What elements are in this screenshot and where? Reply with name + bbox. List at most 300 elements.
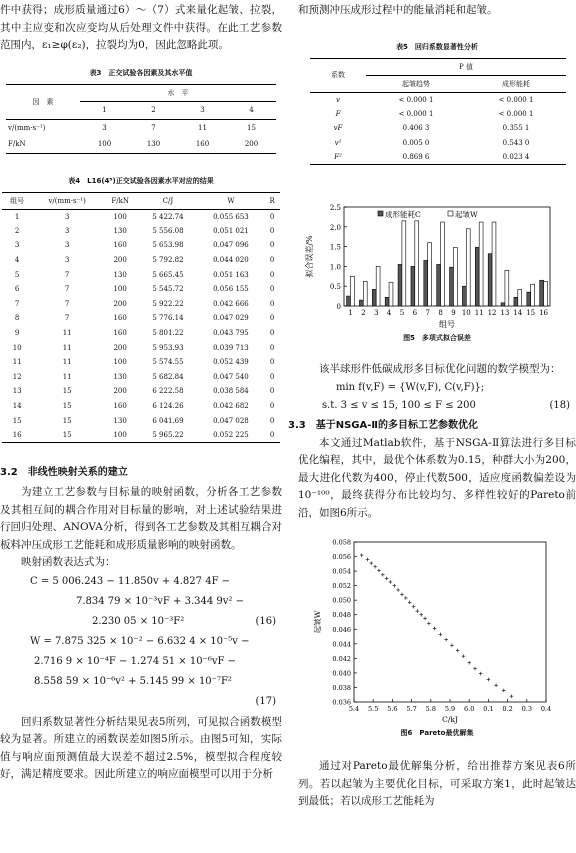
table4-cell: 7 — [64, 299, 70, 308]
table5-cell: 0.406 3 — [402, 124, 430, 133]
y-tick-label: 1.5 — [329, 243, 341, 252]
table3-level: 1 — [102, 106, 107, 114]
pareto-point — [381, 573, 385, 577]
bar-wrinkle — [402, 221, 406, 306]
y-axis-label: 起皱W — [313, 610, 322, 634]
pareto-point — [423, 617, 427, 621]
table4-cell: 11 — [62, 329, 72, 338]
bar-energy — [385, 297, 389, 306]
y-tick-label: 0.056 — [332, 553, 351, 562]
table5-p-header: P 值 — [366, 58, 566, 75]
table4-cell: 5 545.72 — [152, 285, 184, 294]
table4-cell: 5 422.74 — [152, 212, 184, 221]
table5-col-header: 成形能耗 — [502, 79, 530, 88]
table3-factor-header: 因 素 — [32, 97, 54, 106]
table4-cell: 160 — [113, 314, 127, 323]
table3-cell: v/(mm·s⁻¹) — [8, 123, 46, 132]
table4-cell: 0 — [269, 241, 275, 250]
x-tick-label: 0.1 — [483, 705, 494, 713]
table4-caption: 表4 L16(4⁵)正交试验各因素水平对应的结果 — [68, 176, 214, 185]
x-tick-label: 2 — [361, 309, 366, 317]
bar-energy — [398, 264, 402, 306]
bar-wrinkle — [350, 276, 354, 306]
figure6-scatter-chart — [298, 536, 576, 726]
table4-cell: 13 — [12, 387, 22, 396]
table4-row — [2, 253, 280, 268]
equation-line: 8.558 59 × 10⁻⁶v² + 5.145 99 × 10⁻⁷F² — [34, 675, 232, 687]
y-tick-label: 0 — [336, 303, 341, 311]
paragraph: 为建立工艺参数与目标量的映射函数，分析各工艺参数及其相互间的耦合作用对目标量的影响，对上述试验结果进行回归处理、ANOVA分析，得到各工艺参数及其相互耦合对板料冲压成形工艺能耗和成形质量影响的映射函数。 — [0, 486, 282, 551]
x-tick-label: 4 — [386, 309, 392, 317]
table4-cell: 3 — [64, 226, 70, 235]
table4-cell: 100 — [113, 430, 127, 439]
table4-row — [2, 224, 280, 239]
x-tick-label: 5.4 — [348, 705, 360, 713]
x-tick-label: 12 — [487, 309, 497, 317]
table5-col-header: 起皱趋势 — [402, 79, 430, 88]
table3-level: 3 — [200, 106, 205, 114]
table4-cell: 0.051 163 — [213, 270, 249, 279]
y-tick-label: 2.5 — [329, 204, 341, 212]
table4-cell: 0 — [269, 343, 275, 352]
table4-row — [2, 370, 280, 385]
x-tick-label: 0.4 — [540, 705, 552, 713]
bar-wrinkle — [466, 229, 470, 306]
x-tick-label: 5 — [399, 309, 405, 317]
table4-cell: 0.052 439 — [213, 358, 249, 367]
paragraph: 通过对Pareto最优解集分析，给出推荐方案见表6所列。若以起皱为主要优化目标，可采取方案1，此时起皱达到最低；若以成形工艺能耗为 — [298, 760, 576, 807]
pareto-point — [393, 584, 397, 588]
table4-cell: 6 222.58 — [152, 387, 184, 396]
equation-line: 2.230 05 × 10⁻³F² — [92, 615, 185, 627]
pareto-point — [366, 558, 370, 562]
table4-cell: 0.043 795 — [213, 329, 249, 338]
table4-cell: 15 — [12, 416, 22, 425]
x-tick-label: 5.7 — [406, 705, 417, 713]
table4-cell: 130 — [113, 372, 127, 381]
table4-cell: 4 — [14, 256, 20, 265]
x-tick-label: 7 — [425, 309, 430, 317]
left-column — [0, 0, 282, 784]
table4-cell: 0 — [269, 212, 275, 221]
bar-wrinkle — [363, 281, 367, 306]
y-tick-label: 1.0 — [329, 263, 341, 272]
table3-cell: 130 — [146, 140, 161, 149]
y-tick-label: 0.048 — [332, 611, 351, 620]
pareto-point — [408, 601, 412, 605]
table4-cell: 3 — [64, 256, 70, 265]
table4-cell: 0.039 713 — [213, 343, 249, 352]
bar-wrinkle — [531, 284, 535, 306]
table5-cell: < 0.000 1 — [498, 109, 534, 118]
table3-cell: 7 — [151, 123, 156, 132]
x-tick-label: 6.0 — [464, 705, 475, 713]
figure5-bar-chart — [298, 193, 576, 331]
table4-cell: 0.047 540 — [213, 372, 249, 381]
table4-cell: 15 — [62, 416, 72, 425]
pareto-point — [487, 678, 491, 682]
x-tick-label: 11 — [474, 309, 484, 317]
table4-cell: 160 — [113, 329, 127, 338]
table4-cell: 0 — [269, 285, 275, 294]
table4-cell: 3 — [64, 212, 70, 221]
bar-wrinkle — [492, 222, 496, 306]
table4-cell: 10 — [12, 343, 22, 352]
paragraph: 该半球形件低碳成形多目标优化问题的数学模型为： — [319, 363, 561, 375]
table3-cell: 11 — [198, 123, 207, 132]
table4-cell: 0 — [269, 270, 275, 279]
pareto-point — [419, 613, 423, 617]
table4-cell: 0.038 584 — [213, 387, 249, 396]
table4-cell: 5 574.55 — [152, 358, 184, 367]
table5-cell: vF — [333, 124, 343, 133]
y-tick-label: 0.058 — [332, 538, 351, 547]
table4-cell: 200 — [113, 256, 127, 265]
table4-cell: 11 — [62, 372, 72, 381]
table4-row — [2, 399, 280, 414]
table4-cell: 0 — [269, 226, 275, 235]
bar-energy — [540, 280, 544, 306]
table4-row — [2, 413, 280, 428]
y-tick-label: 0.050 — [332, 596, 351, 605]
bar-energy — [488, 254, 492, 306]
pareto-point — [369, 561, 373, 565]
table4-cell: 6 124.26 — [152, 402, 184, 411]
table4-cell: 15 — [62, 430, 72, 439]
table3-cell: 200 — [244, 140, 259, 149]
table5-cell: 0.869 6 — [402, 153, 430, 161]
table4-cell: 5 776.14 — [152, 314, 184, 323]
table4-row — [2, 267, 280, 282]
table4-cell: 0 — [269, 256, 275, 265]
bar-wrinkle — [544, 281, 548, 306]
table4-cell: 130 — [113, 416, 127, 425]
pareto-point — [467, 661, 471, 665]
bar-energy — [424, 260, 428, 306]
x-tick-label: 8 — [438, 309, 443, 317]
bar-energy — [527, 292, 531, 306]
x-tick-label: 5.5 — [368, 705, 379, 713]
bar-energy — [437, 264, 441, 306]
paragraph: 和预测冲压成形过程中的能量消耗和起皱。 — [298, 4, 498, 16]
table4-row — [2, 428, 280, 443]
pareto-point — [510, 694, 514, 698]
y-tick-label: 0.052 — [332, 582, 351, 591]
table4-cell: 0.056 155 — [213, 285, 249, 294]
table3-cell: 15 — [247, 123, 256, 132]
table4-cell: 5 653.98 — [152, 241, 184, 250]
table4-cell: 0.051 021 — [213, 226, 249, 235]
table4-cell: 0 — [269, 402, 275, 411]
table4-cell: 5 — [14, 270, 20, 279]
table4-cell: 130 — [113, 270, 127, 279]
bar-wrinkle — [376, 266, 380, 306]
pareto-point — [456, 649, 460, 653]
table4-cell: 0 — [269, 430, 275, 439]
equation-number: (16) — [255, 615, 276, 627]
table5-cell: v² — [334, 138, 342, 147]
section-heading-3-2: 3.2 非线性映射关系的建立 — [0, 467, 128, 478]
table4-cell: 11 — [62, 343, 72, 352]
table4-cell: 200 — [113, 299, 127, 308]
table4-cell: 0.042 682 — [213, 402, 249, 411]
table4-cell: 200 — [113, 387, 127, 396]
table4-cell: 0.047 028 — [213, 416, 249, 425]
table5-cell: F — [335, 109, 341, 118]
bar-energy — [501, 303, 505, 306]
equation-17 — [0, 632, 282, 712]
bar-wrinkle — [415, 221, 419, 306]
table4-cell: 6 041.69 — [152, 416, 184, 425]
table4-cell: 9 — [14, 329, 20, 338]
table5-caption: 表5 回归系数显著性分析 — [396, 42, 478, 51]
table4-row — [2, 355, 280, 370]
table4-cell: 15 — [62, 387, 72, 396]
pareto-point — [473, 667, 477, 671]
table3-level: 2 — [151, 106, 156, 114]
equation-line: W = 7.875 325 × 10⁻² − 6.632 4 × 10⁻⁵v − — [30, 635, 250, 647]
pareto-point — [404, 596, 408, 600]
table3 — [6, 84, 276, 154]
table4-row — [2, 384, 280, 399]
table4-cell: 130 — [113, 226, 127, 235]
x-tick-label: 5.9 — [444, 705, 456, 713]
table3-cell: 160 — [195, 140, 210, 149]
table4-cell: 5 965.22 — [152, 430, 184, 439]
x-tick-label: 16 — [539, 309, 549, 317]
bar-wrinkle — [441, 222, 445, 306]
paragraph: 件中获得；成形质量通过6）～（7）式来量化起皱、拉裂，其中主应变和次应变均从后处理文件中获得。在此工艺参数范围内，ε₁≥φ(ε₂)，拉裂均为0，因此忽略此项。 — [0, 4, 282, 51]
table4-header: 组号 — [10, 196, 25, 205]
x-tick-label: 5.6 — [387, 705, 398, 713]
equation-16 — [0, 572, 282, 632]
table4-row — [2, 340, 280, 355]
pareto-point — [389, 580, 393, 584]
x-tick-label: 5.8 — [425, 705, 436, 713]
y-tick-label: 0.036 — [332, 698, 351, 707]
pareto-point — [433, 627, 437, 631]
x-tick-label: 13 — [500, 309, 510, 317]
table5-row — [310, 107, 566, 122]
bar-energy — [462, 286, 466, 306]
table4-cell: 0.044 020 — [213, 256, 249, 265]
bar-energy — [372, 289, 376, 306]
table4-cell: 100 — [113, 358, 127, 367]
figure5-caption: 图5 多项式拟合误差 — [403, 334, 471, 342]
table4-row — [2, 209, 280, 224]
table4-header: F/kN — [111, 196, 129, 205]
table4-cell: 16 — [12, 430, 22, 439]
table5-cell: F² — [334, 153, 342, 161]
legend-swatch — [448, 211, 453, 216]
table4-header: v/(mm·s⁻¹) — [48, 196, 86, 205]
table4-cell: 5 922.22 — [152, 299, 184, 308]
y-tick-label: 0.5 — [329, 283, 341, 292]
table4-cell: 5 682.84 — [152, 372, 184, 381]
table5-cell: v — [336, 95, 340, 104]
legend-label: 成形能耗C — [385, 210, 421, 219]
bar-wrinkle — [505, 270, 509, 306]
table3-cell: 100 — [97, 140, 112, 149]
table4-cell: 7 — [64, 270, 70, 279]
table5-cell: 0.355 1 — [502, 124, 530, 133]
bar-energy — [475, 247, 479, 306]
table4-cell: 0 — [269, 329, 275, 338]
table4-cell: 5 665.45 — [152, 270, 184, 279]
pareto-point — [494, 683, 498, 687]
table4-cell: 160 — [113, 402, 127, 411]
pareto-point — [416, 609, 420, 613]
table4-row — [2, 311, 280, 326]
equation-18 — [298, 397, 576, 415]
x-tick-label: 15 — [526, 309, 536, 317]
table5-row — [310, 150, 566, 165]
y-tick-label: 0.054 — [332, 567, 351, 576]
bar-energy — [359, 300, 363, 306]
table4-row — [2, 326, 280, 341]
table4-cell: 200 — [113, 343, 127, 352]
table4-header: W — [227, 196, 235, 205]
model-line: min f(v,F) = {W(v,F), C(v,F)}; — [336, 381, 485, 393]
bar-wrinkle — [479, 222, 483, 306]
table4-cell: 2 — [14, 226, 20, 235]
x-tick-label: 0.3 — [521, 705, 532, 713]
paragraph: 回归系数显著性分析结果见表5所列，可见拟合函数模型较为显著。所建立的函数误差如图5所示。由图5可知，实际值与响应面预测值最大误差不超过2.5%，模型拟合程度较好，满足精度要求。因此所建立的响应面模型可以用于分析 — [0, 715, 282, 780]
right-column — [288, 0, 576, 811]
table4-cell: 6 — [14, 285, 20, 294]
y-tick-label: 0.040 — [332, 669, 351, 678]
table3-level: 4 — [249, 106, 254, 114]
x-tick-label: 6 — [412, 309, 418, 317]
table4-cell: 5 801.22 — [152, 329, 184, 338]
table4-cell: 0 — [269, 299, 275, 308]
table4-row — [2, 282, 280, 297]
paragraph: 映射函数表达式为： — [21, 556, 116, 568]
y-axis-label: 拟合误差/% — [305, 235, 314, 278]
table4-cell: 7 — [64, 314, 70, 323]
table5-row — [310, 92, 566, 107]
x-tick-label: 3 — [373, 309, 379, 317]
table4-cell: 3 — [14, 241, 20, 250]
x-tick-label: 10 — [461, 309, 471, 317]
bar-wrinkle — [389, 282, 393, 306]
table5-cell: 0.023 4 — [502, 153, 530, 161]
table4-cell: 11 — [62, 358, 72, 367]
y-tick-label: 2.0 — [329, 223, 341, 232]
table4-cell: 0.047 096 — [213, 241, 249, 250]
table4-row — [2, 297, 280, 312]
table4-cell: 7 — [14, 299, 20, 308]
bar-energy — [411, 266, 415, 306]
pareto-point — [502, 689, 506, 693]
y-tick-label: 0.042 — [332, 654, 351, 663]
pareto-point — [377, 569, 381, 573]
table4-header: R — [269, 196, 275, 205]
table5-cell: < 0.000 1 — [398, 109, 434, 118]
y-tick-label: 0.046 — [332, 625, 351, 634]
legend-label: 起皱W — [455, 210, 478, 219]
y-tick-label: 0.044 — [332, 640, 351, 649]
table4-cell: 0 — [269, 314, 275, 323]
pareto-point — [360, 553, 364, 557]
table4-cell: 5 556.08 — [152, 226, 184, 235]
pareto-point — [479, 672, 483, 676]
x-tick-label: 0.2 — [502, 705, 513, 713]
x-axis-label: C/kJ — [442, 715, 458, 724]
bar-energy — [514, 297, 518, 306]
table4-cell: 100 — [113, 285, 127, 294]
table4-header: C/J — [162, 196, 174, 205]
pareto-point — [373, 565, 377, 569]
table4-cell: 14 — [12, 402, 22, 411]
table4-cell: 11 — [12, 358, 22, 367]
pareto-point — [400, 593, 404, 597]
x-tick-label: 9 — [451, 309, 456, 317]
table5-cell: < 0.000 1 — [498, 95, 534, 104]
table4-cell: 1 — [14, 212, 20, 221]
x-tick-label: 14 — [513, 309, 523, 317]
paragraph: 本文通过Matlab软件，基于NSGA-Ⅱ算法进行多目标优化编程，其中，最优个体系数为0.15，种群大小为200，最大进化代数为400，停止代数500，适应度函数偏差设为10⁻¹⁰⁰，最终获得分布比较均匀、多样性较好的Pareto前沿，如图6所示。 — [298, 436, 576, 519]
pareto-point — [427, 622, 431, 626]
table4-cell: 0.042 666 — [213, 299, 249, 308]
equation-line: C = 5 006.243 − 11.850v + 4.827 4F − — [30, 575, 231, 587]
model-line: s.t. 3 ≤ v ≤ 15, 100 ≤ F ≤ 200 — [322, 399, 476, 411]
plot-frame — [354, 542, 546, 702]
bar-energy — [450, 267, 454, 306]
pareto-point — [385, 577, 389, 581]
pareto-point — [462, 654, 466, 658]
table4-cell: 0 — [269, 387, 275, 396]
table4-cell: 160 — [113, 241, 127, 250]
table4-cell: 100 — [113, 212, 127, 221]
pareto-point — [450, 643, 454, 647]
table4-cell: 0.052 225 — [213, 430, 249, 439]
table4 — [2, 192, 280, 444]
x-axis-label: 组号 — [439, 320, 455, 329]
table4-cell: 15 — [62, 402, 72, 411]
table5-row — [310, 121, 566, 136]
table5-cell: < 0.000 1 — [398, 95, 434, 104]
table3-level-header: 水 平 — [80, 84, 276, 101]
table4-row — [2, 238, 280, 253]
table4-cell: 5 953.93 — [152, 343, 184, 352]
table3-caption: 表3 正交试验各因素及其水平值 — [89, 68, 193, 77]
table4-cell: 7 — [64, 285, 70, 294]
table4-cell: 0.055 653 — [213, 212, 249, 221]
table4-cell: 0 — [269, 372, 275, 381]
table5-row — [310, 136, 566, 151]
pareto-point — [412, 605, 416, 609]
bar-energy — [347, 296, 351, 306]
y-tick-label: 0.038 — [332, 683, 351, 692]
table4-cell: 8 — [14, 314, 20, 323]
table4-cell: 0 — [269, 358, 275, 367]
legend-swatch — [378, 211, 383, 216]
table4-cell: 5 792.82 — [152, 256, 184, 265]
table4-cell: 0.047 029 — [213, 314, 249, 323]
equation-number: (18) — [549, 399, 570, 411]
bar-wrinkle — [428, 243, 432, 306]
table5 — [310, 58, 566, 166]
table4-cell: 3 — [64, 241, 70, 250]
table3-cell: 3 — [102, 123, 107, 132]
table5-cell: 0.543 0 — [502, 138, 530, 147]
equation-line: 2.716 9 × 10⁻⁴F − 1.274 51 × 10⁻⁶vF − — [34, 655, 237, 667]
table4-cell: 0 — [269, 416, 275, 425]
table5-cell: 0.005 0 — [402, 138, 430, 147]
equation-number: (17) — [255, 695, 276, 707]
section-heading-3-3: 3.3 基于NSGA-Ⅱ的多目标工艺参数优化 — [288, 419, 478, 431]
